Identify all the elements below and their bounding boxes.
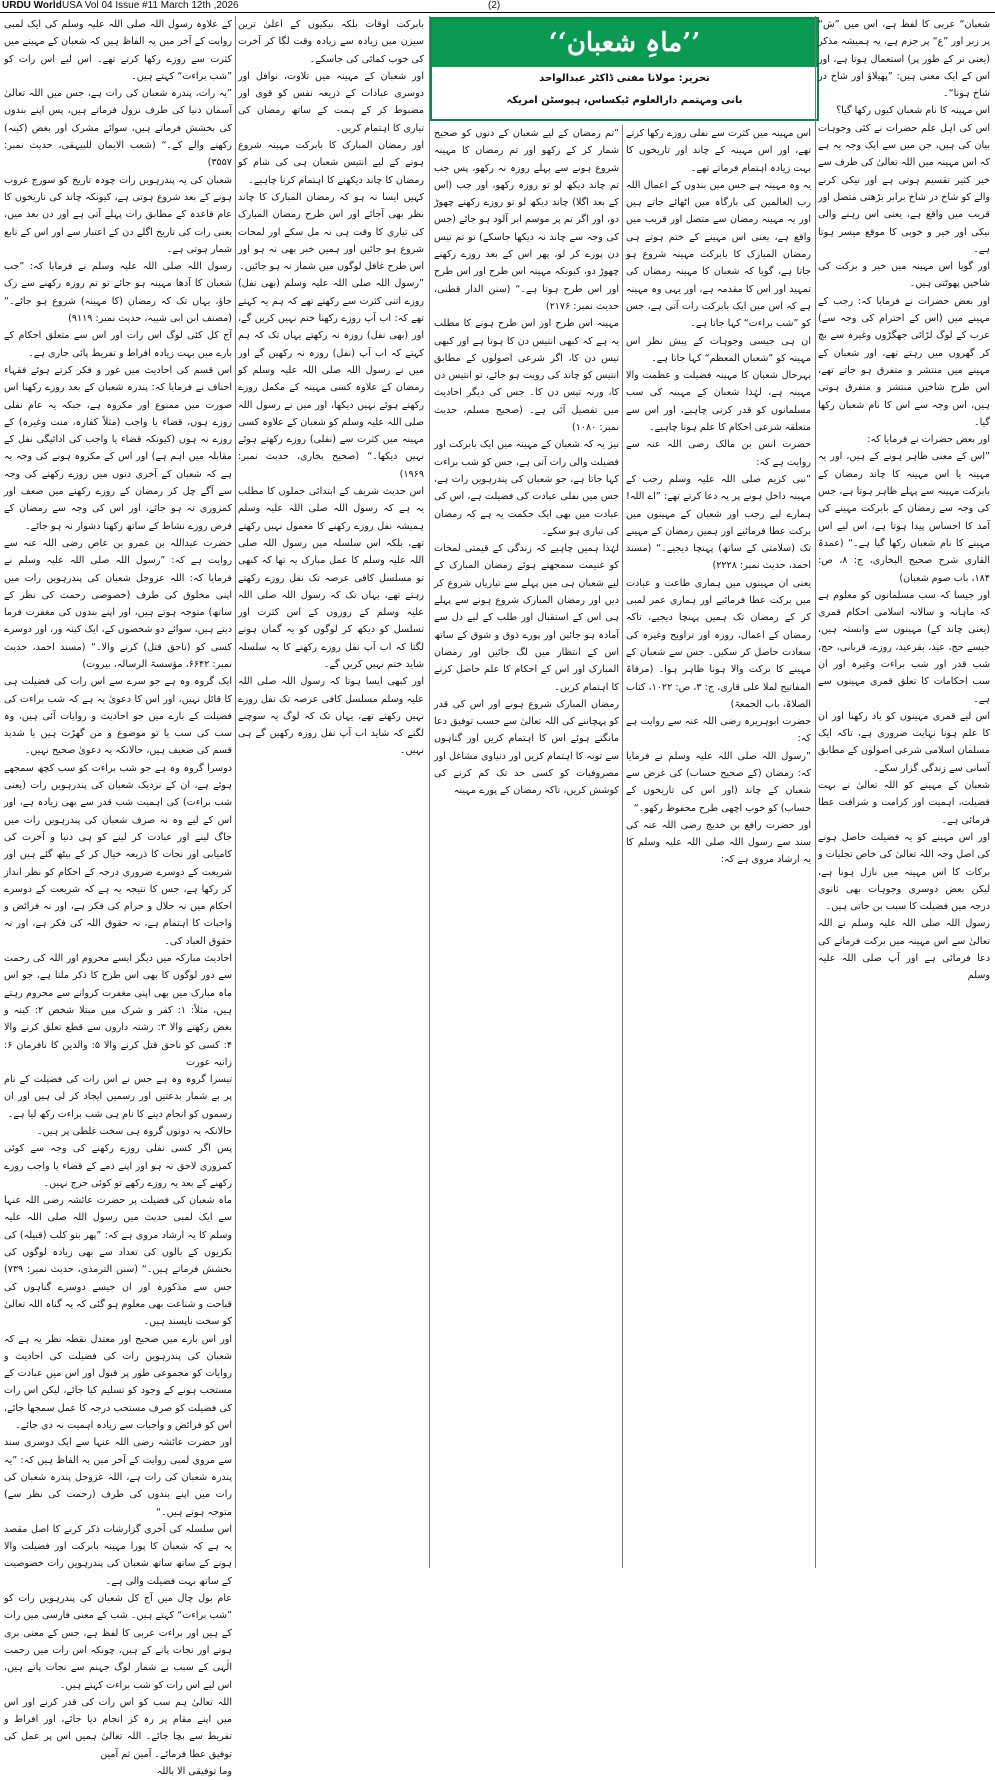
paragraph: رسول اللہ صلی اللہ علیہ وسلم نے اللہ تعالیٰ سے اس مہینہ میں برکت فرمانے کی دعا فرمائی ہے اور آپ صلی اللہ علیہ وسلم <box>818 918 990 982</box>
paragraph: ”نبی کریم صلی اللہ علیہ وسلم رجب کے مہینہ داخل ہونے پر یہ دعا کرتے تھے: ”اے اللہ! ہمارے لیے رجب اور شعبان کے مہینوں میں برکت عطا فرمائیے اور ہمیں رمضان کے مہینے تک (سلامتی کے ساتھ) پہنچا دیجیے۔“ (مسند احمد، حدیث نمبر: ۲۲۲۸) <box>626 473 811 572</box>
issue-info: USA Vol 04 Issue #11 March 12th ,2026 <box>62 0 239 11</box>
author-affiliation: بانی ومہتمم دارالعلوم ٹیکساس، ہیوسٹن امریکہ <box>506 95 743 106</box>
paragraph: مہینہ اس طرح اور اس طرح ہونے کا مطلب یہ ہے کہ کبھی انتیس دن کا ہوتا ہے اور کبھی تیس دن کا، اگر شرعی اصولوں کے مطابق انتیس کو چاند کی رویت ہو جائے، تو انتیس دن کا، ورنہ تیس دن کا۔ جس کی دیگر احادیث میں تفصیل آئی ہے۔ (صحیح مسلم، حدیث نمبر: ۱۰۸۰) <box>434 318 619 434</box>
paragraph: اس قسم کی احادیث میں غور و فکر کرتے ہوئے فقہاء احناف نے فرمایا کہ: پندرہ شعبان کے بعد روزے رکھنا اس صورت میں ممنوع اور مکروہ ہے، جبکہ یہ عام نفلی روزے ہوں، قضاء یا واجب (مثلاً کفارہ، منت وغیرہ) کے روزے نہ ہوں (کیونکہ قضاء یا واجب کی ادائیگی نفل کے مقابلہ میں اہم ہے) اور اس کے مکروہ ہونے کی وجہ یہ ہے کہ شعبان کے آخری دنوں میں روزے رکھنے کی وجہ سے آگے چل کر رمضان کے روزے رکھنے میں ضعف اور کمزوری نہ ہو جائے، اور اس کی وجہ سے رمضان کے فرض روزے نشاط کے ساتھ رکھنا دشوار نہ ہو جائے۔ <box>4 364 232 532</box>
paragraph: حضرت انس بن مالک رضی اللہ عنہ سے روایت ہے کہ: <box>626 439 811 468</box>
paragraph: پس اگر کسی نفلی روزے رکھنے کی وجہ سے کوئی کمزوری لاحق نہ ہو اور اپنے ذمے کے قضاء یا واجب روزے رکھنے کے بعد یہ روزے رکھے تو کوئی حرج نہیں۔ <box>4 1143 232 1189</box>
publication-brand: URDU World <box>2 0 62 11</box>
article-author: تحریر: مولانا مفتی ڈاکٹر عبدالواحد <box>539 73 710 84</box>
page-number: (2) <box>488 0 501 11</box>
paragraph: بہرحال شعبان کا مہینہ فضیلت و عظمت والا مہینہ ہے، لہٰذا شعبان کے مہینہ کی سب مسلمانوں کو قدر کرنی چاہیے، اور اس سے متعلقہ شرعی احکام کا علم ہونا چاہیے۔ <box>626 370 811 434</box>
paragraph: ”تم رمضان کے لیے شعبان کے دنوں کو صحیح شمار کر کے رکھو اور تم رمضان کا مہینہ شروع ہونے سے پہلے روزہ نہ رکھو، پس جب تم چاند دیکھ لو تو روزہ رکھو، اور جب (اس کے بعد اگلا) چاند دیکھ لو تو روزے رکھنے چھوڑ دو، اور اگر تم پر موسم ابر آلود ہو جائے (جس کی وجہ سے چاند نہ دیکھا جاسکے) تو تم تیس دن پورے کر لو، پھر اس کے بعد روزے رکھنے چھوڑ دو، کیونکہ مہینہ اس طرح اور اس طرح اور اس طرح ہوتا ہے۔“ (سنن الدار قطنی، حدیث نمبر: ۲۱۷۶) <box>434 128 619 312</box>
paragraph: بابرکت اوقات بلکہ نیکیوں کے اعلیٰ ترین سیزن میں زیادہ سے زیادہ وقت لگا کر آخرت کی خوب کمائی کی جاسکے۔ <box>238 19 424 65</box>
paragraph: دوسرا گروہ وہ ہے جو شب براءت کو سب کچھ سمجھے ہوئے ہے، ان کے نزدیک شعبان کی پندرہویں رات (یعنی شب براءت) کی اہمیت شب قدر سے بھی زیادہ ہے، اور اس کے لیے وہ نہ صرف شعبان کی پندرہویں رات میں جاگ لینے اور عبادت کر لینے کو ہی دنیا و آخرت کی کامیابی اور نجات کا ذریعہ خیال کر کے بیٹھ گئے ہیں اور شریعت کے دوسرے ضروری درجہ کے احکام کو نظر انداز کر رکھا ہے، جس کا نتیجہ یہ ہے کہ شریعت کے دوسرے احکام میں نہ حلال و حرام کی فکر ہے، اور نہ فرائض و واجبات کا اہتمام ہے، نہ حقوق اللہ کی فکر ہے، اور نہ حقوق العباد کی۔ <box>4 762 232 947</box>
paragraph: حضرت عبداللہ بن عمرو بن عاص رضی اللہ عنہ سے روایت ہے کہ: ”رسول اللہ صلی اللہ علیہ وسلم نے فرمایا کہ: اللہ عزوجل شعبان کی پندرہویں رات میں اپنی مخلوق کی طرف (خصوصی رحمت کی نظر کے ساتھ) متوجہ ہوتے ہیں، اور اپنے بندوں کی مغفرت فرما دیتے ہیں، سوائے دو شخصوں کے، ایک کینہ ور، اور دوسرے کسی کو (ناحق قتل) کرنے والا۔“ (مسند احمد، حدیث نمبر: ۶۶۴۲، مؤسسۃ الرسالہ، بیروت) <box>4 537 232 670</box>
paragraph: لہٰذا ہمیں چاہیے کہ زندگی کے قیمتی لمحات کو غنیمت سمجھتے ہوئے رمضان المبارک کے لیے شعبان ہی میں پہلے سے تیاریاں شروع کر دیں اور رمضان المبارک شروع ہونے سے پہلے ہی اس کے استقبال اور طلب کے لیے دل سے آمادہ ہو جائیں اور پورے ذوق و شوق کے ساتھ اس کے انتظار میں لگ جائیں اور رمضان المبارک اور اس کے احکام کا علم حاصل کرنے کا اہتمام کریں۔ <box>434 543 619 693</box>
paragraph: نیز یہ کہ شعبان کے مہینہ میں ایک بابرکت اور فضیلت والی رات آتی ہے، جس کو شب براءت کہا جاتا ہے، جو شعبان کی پندرہویں رات ہے، جس میں نفلی عبادت کی فضیلت ہے، اس کی عبادت میں بھی ایک حکمت یہ ہے کہ رمضان کی تیاری ہو سکے۔ <box>434 439 619 537</box>
text-column-4 <box>238 16 424 1568</box>
paragraph: آج کل کئی لوگ اس رات اور اس سے متعلق احکام کے بارے میں بہت زیادہ افراط و تفریط پائی جاری ہے۔ <box>4 330 232 359</box>
paragraph: تیسرا گروہ وہ ہے جس نے اس رات کی فضیلت کے نام پر بے شمار بدعتیں اور رسمیں ایجاد کر لی ہیں اور ان رسموں کو انجام دینے کا نام ہی شب براءت رکھ لیا ہے۔ <box>4 1074 232 1120</box>
paragraph: یعنی ان مہینوں میں ہماری طاعت و عبادت میں برکت عطا فرمائیے اور ہماری عمر لمبی کر کے رمضان تک ہمیں پہنچا دیجیے، تاکہ رمضان کے اعمال، روزہ اور تراویح وغیرہ کی سعادت حاصل کر سکیں۔ جس سے شعبان کے مہینے کا برکت والا ہونا ظاہر ہوا۔ (مرقاۃ المفاتیح لملا علی قاری، ج: ۳، ص: ۱۰۲۲، کتاب الصلاۃ، باب الجمعۃ) <box>626 577 811 710</box>
paragraph: اور گویا اس مہینہ میں خیر و برکت کی شاخیں پھوٹتی ہیں۔ <box>818 261 990 290</box>
paragraph: احادیث مبارکہ میں دیگر ایسے محروم اور اللہ کی رحمت سے دور لوگوں کا بھی اس طرح کا ذکر ملتا ہے، جو اس ماہ مبارک میں بھی اپنی مغفرت کروانے سے محروم رہتے ہیں، مثلاً: ۱: کفر و شرک میں مبتلا شخص ۲: کینہ و بغض رکھنے والا ۳: رشتہ داروں سے قطع تعلق کرنے والا ۴: کسی کو ناحق قتل کرنے والا ۵: والدین کا نافرمان ۶: زانیہ عورت <box>4 953 232 1068</box>
paragraph: ماہ شعبان کی فضیلت پر حضرت عائشہ رضی اللہ عنہا سے ایک لمبی حدیث میں رسول اللہ صلی اللہ علیہ وسلم کا یہ ارشاد مروی ہے کہ: ”پھر بنو کلب (قبیلہ) کی بکریوں کے بالوں کی تعداد سے بھی زیادہ لوگوں کی بخشش فرماتے ہیں۔“ (سنن الترمذی، حدیث نمبر: ۷۳۹) جس سے مذکورہ اور ان جیسے دوسرے گناہوں کی قباحت و شناعت بھی معلوم ہو گئی کہ یہ گناہ اللہ تعالیٰ کو سخت ناپسند ہیں۔ <box>4 1195 232 1328</box>
column-divider <box>429 16 430 1568</box>
paragraph: اور رمضان المبارک کا بابرکت مہینہ شروع ہونے کے لیے انتیس شعبان ہی کی شام کو رمضان کا چاند دیکھنے کا اہتمام کرنا چاہیے۔ <box>238 140 424 186</box>
paragraph: ان ہی جیسی وجوہات کے پیش نظر اس مہینہ کو ”شعبان المعظم“ کہا جاتا ہے۔ <box>626 335 811 364</box>
paragraph: کے علاوہ رسول اللہ صلی اللہ علیہ وسلم کی ایک لمبی روایت کے آخر میں یہ الفاظ ہیں کہ شعبان کے مہینے میں کثرت سے روزے رکھا کرتے تھے۔ اس لیے اس رات کو ”شب براءت“ کہتے ہیں۔ <box>4 19 232 82</box>
paragraph: شعبان“ عربی کا لفظ ہے، اس میں ”ش“ پر زبر اور ”ع“ پر جزم ہے، یہ ہمیشہ مذکر (یعنی نر کے طور پر) استعمال ہوتا ہے، اور اس کے ایک معنی ہیں: ”پھیلاؤ اور شاخ در شاخ ہونا“۔ <box>818 19 990 100</box>
paragraph: حالانکہ یہ دونوں گروہ ہی سخت غلطی پر ہیں۔ <box>36 1126 232 1137</box>
paragraph: اور حضرت رافع بن خدیج رضی اللہ عنہ کی سند سے رسول اللہ صلی اللہ علیہ وسلم کا یہ ارشاد مروی ہے کہ: <box>626 819 811 866</box>
paragraph: رسول اللہ صلی اللہ علیہ وسلم نے فرمایا کہ: ”جب شعبان کا آدھا مہینہ ہو جائے تو تم روزہ رکھنے سے رک جاؤ، یہاں تک کہ رمضان (کا مہینہ) شروع ہو جائے۔“ (مصنف ابن ابی شیبہ، حدیث نمبر: ۹۱۱۹) <box>4 261 232 325</box>
text-column-5 <box>4 16 232 1777</box>
paragraph: اس سلسلہ کی آخری گزارشات ذکر کرنے کا اصل مقصد یہ ہے کہ شعبان کا پورا مہینہ بابرکت اور فضیلت والا ہونے کے ساتھ ساتھ شعبان کی پندرہویں رات خصوصیت کے ساتھ بہت فضیلت والی ہے۔ <box>4 1523 232 1587</box>
paragraph: ”یہ رات، پندرہ شعبان کی رات ہے، جس میں اللہ تعالیٰ آسمان دنیا کی طرف نزول فرماتے ہیں، پس اپنے بندوں کی بخشش فرماتے ہیں، سوائے مشرک اور بغض (کینہ) رکھنے والے کے۔“ (شعب الایمان للبیہقی، حدیث نمبر: ۳۵۵۷) <box>4 88 232 169</box>
paragraph: ”رسول اللہ صلی اللہ علیہ وسلم (بھی نفل) روزے اتنی کثرت سے رکھتے تھے کہ ہم یہ کہتے تھے کہ: اب آپ روزے رکھنا ختم نہیں کریں گے، اور (بھی نفل) روزہ نہ رکھتے یہاں تک کہ ہم کہتے کہ اب آپ (نفل) روزہ نہ رکھیں گے اور میں نے رسول اللہ صلی اللہ علیہ وسلم کو رمضان کے علاوہ کسی مہینہ کے مکمل روزے رکھتے ہوئے نہیں دیکھا، اور میں نے رسول اللہ صلی اللہ علیہ وسلم کو شعبان کے علاوہ کسی مہینہ میں کثرت سے (نفلی) روزے رکھتے ہوئے نہیں دیکھا۔“ (صحیح بخاری، حدیث نمبر: ۱۹۶۹) <box>238 278 424 480</box>
article-header-box <box>430 17 819 121</box>
text-column-3 <box>434 125 619 1568</box>
paragraph: یہ وہ مہینہ ہے جس میں بندوں کے اعمال اللہ رب العالمین کی بارگاہ میں اٹھائے جاتے ہیں اور یہ مہینہ رمضان سے متصل اور قریب میں واقع ہے، یعنی اس مہینے کے ختم ہوتے ہی رمضان المبارک کا بابرکت مہینہ شروع ہو جاتا ہے، گویا کہ شعبان کا مہینہ رمضان کی تمہید اور اس کا مقدمہ ہے، اور یہی وہ مہینہ ہے کہ اس میں ایک بابرکت رات آتی ہے، جس کو ”شب براءت“ کہا جاتا ہے۔ <box>626 179 811 330</box>
page-header <box>0 0 995 12</box>
text-column-1 <box>818 16 990 1568</box>
column-divider <box>622 125 623 1568</box>
paragraph: اور اس مہینے کو یہ فضیلت حاصل ہونے کی اصل وجہ اللہ تعالیٰ کی خاص تجلیات و برکات کا اس مہینہ میں نازل ہونا ہے، لیکن بعض دوسری وجوہات بھی ثانوی درجہ میں فضیلت کا سبب بن جاتی ہیں۔ <box>818 831 990 913</box>
paragraph: شعبان کی یہ پندرہویں رات چودہ تاریخ کو سورج غروب ہونے کے بعد شروع ہوتی ہے، کیونکہ چاند کی تاریخوں کا عام قاعدہ کے مطابق رات پہلے آتی ہے اور دن بعد میں، یعنی رات کی تاریخ اگلے دن کے اعتبار سے اور اس کے تابع شمار ہوتی ہے۔ <box>4 174 232 255</box>
paragraph: ”رسول اللہ صلی اللہ علیہ وسلم نے فرمایا کہ: رمضان (کے صحیح حساب) کی غرض سے شعبان کے چاند (اور اس کی تاریخوں کے حساب) کو خوب اچھی طرح محفوظ رکھو۔“ <box>626 750 811 814</box>
paragraph: کہیں ایسا نہ ہو کہ رمضان المبارک کا چاند نظر بھی آجائے اور اس طرح رمضان المبارک کی تیاری کا وقت ہی نہ مل سکے اور لمحات شروع ہو جائیں اور ہمیں خبر بھی نہ ہو اور اس طرح غافل لوگوں میں شمار نہ ہو جائیں۔ <box>238 191 424 273</box>
paragraph: اس مہینہ کا نام شعبان کیوں رکھا گیا؟ <box>836 105 990 117</box>
text-column-2 <box>626 125 811 1568</box>
paragraph: اس حدیث شریف کے ابتدائی جملوں کا مطلب یہ ہے کہ رسول اللہ صلی اللہ علیہ وسلم ہمیشہ نفل روزے رکھنے کا معمول نہیں رکھتے تھے، بلکہ اس سلسلہ میں رسول اللہ صلی اللہ علیہ وسلم کا عمل مبارک یہ تھا کہ کبھی تو مسلسل کافی عرصہ تک نفل روزے رکھتے رہتے تھے، یہاں تک کہ رسول اللہ صلی اللہ علیہ وسلم کے روزوں کے اس کثرت اور تسلسل کو دیکھ کر لوگوں کو یہ گمان ہونے لگتا کہ اب آپ نفل روزے رکھنے کا یہ سلسلہ شاید ختم نہیں کریں گے۔ <box>238 486 424 670</box>
column-divider <box>815 16 816 1568</box>
paragraph: اور شعبان کے مہینہ میں تلاوت، نوافل اور دوسری عبادات کے ذریعہ نفس کو قوی اور مضبوط کر کے ہمت کے ساتھ رمضان کی تیاری کا اہتمام کریں۔ <box>238 70 424 134</box>
paragraph: اللہ تعالیٰ ہم سب کو اس رات کی قدر کرنے اور اس میں اپنے مقام پر رہ کر انجام دیا جائے، اور افراط و تفریط سے بچا جائے۔ اللہ تعالیٰ ہمیں اس پر عمل کی توفیق عطا فرمائے۔ آمین ثم آمین <box>4 1696 232 1760</box>
paragraph: اور جیسا کہ سب مسلمانوں کو معلوم ہے کہ ماہانہ و سالانہ اسلامی احکام قمری (یعنی چاند کے) مہینوں سے وابستہ ہیں، جیسے حج، عید، بقرعید، روزے، قربانی، حج، شب قدر اور شب براءت وغیرہ اور ان سب احکامات کا تعلق قمری مہینوں سے ہے۔ <box>818 589 990 705</box>
paragraph: اس کی اہل علم حضرات نے کئی وجوہات بیان کی ہیں، جن میں سے ایک وجہ یہ ہے کہ اس مہینہ میں اللہ تعالیٰ کی طرف سے خیر کثیر تقسیم ہوتی ہے اور نیکی کرنے والے کو شاخ در شاخ برابر بڑھتی متصل اور قریب میں واقع ہے، یعنی اس رہنے والی نیکی اور خیر و خوبی کا موقع میسر ہوتا ہے۔ <box>818 122 990 255</box>
paragraph: اور حضرت عائشہ رضی اللہ عنہا سے ایک دوسری سند سے مروی لمبی روایت کے آخر میں یہ الفاظ ہیں کہ: ”یہ پندرہ شعبان کی رات ہے، اللہ عزوجل پندرہ شعبان کی رات میں اپنے بندوں کی طرف (رحمت کی نظر سے) متوجہ ہوتے ہیں۔“ <box>4 1437 232 1518</box>
paragraph: شعبان کے مہینے کو اللہ تعالیٰ نے بہت فضیلت، اہمیت اور کرامت و شرافت عطا فرمائی ہے۔ <box>818 780 990 826</box>
paragraph: ایک گروہ وہ ہے جو سرے سے اس رات کی فضیلت ہی کا قائل نہیں، اور اس کا دعویٰ یہ ہے کہ شب براءت کی فضیلت کے بارے میں جو احادیث و روایات آئی ہیں، وہ سب کی سب یا تو موضوع و من گھڑت ہیں یا شدید قسم کی ضعیف ہیں، حالانکہ یہ دعویٰ صحیح نہیں۔ <box>4 676 232 757</box>
paragraph: اور کبھی ایسا ہوتا کہ رسول اللہ صلی اللہ علیہ وسلم مسلسل کافی عرصہ تک نفل روزے نہیں رکھتے تھے، یہاں تک کہ لوگ یہ سوچنے لگتے کہ شاید اب آپ نفل روزہ رکھیں گے ہی نہیں۔ <box>238 676 424 757</box>
paragraph: حضرت ابوہریرہ رضی اللہ عنہ سے روایت ہے کہ: <box>626 716 811 745</box>
paragraph: ”اس کے معنی ظاہر ہونے کے ہیں، اور یہ مہینہ یا اس مہینہ کا چاند رمضان کے بابرکت مہینہ سے پہلے ظاہر ہوتا ہے، جس کی وجہ سے رمضان کے بابرکت مہینے کی آمد کا احساس پیدا ہوتا ہے، اس لیے اس مہینے کا نام شعبان رکھا گیا ہے۔“ (عمدۃ القاری شرح صحیح البخاری، ج: ۸، ص: ۱۸۴، باب صوم شعبان) <box>818 451 990 584</box>
header-divider <box>0 12 995 13</box>
paragraph: عام بول چال میں آج کل شعبان کی پندرہویں رات کو ”شب براءت“ کہتے ہیں۔ شب کے معنی فارسی میں رات کے ہیں اور براءت عربی کا لفظ ہے، جس کے معنی بری ہونے اور نجات پانے کے ہیں، چونکہ اس رات میں رحمت الٰہی کے سبب بے شمار لوگ جہنم سے نجات پاتے ہیں، اس لیے اس رات کو شب براءت کہتے ہیں۔ <box>4 1593 232 1691</box>
paragraph: اور اس بارے میں صحیح اور معتدل نقطہ نظر یہ ہے کہ شعبان کی پندرہویں رات کی فضیلت کی احادیث و روایات کو مجموعی طور پر قبول اور اس میں عبادت کے مستحب ہونے کے وجود کو تسلیم کیا جائے، لیکن اس رات کی فضیلت کو صرف مستحب درجہ کا عمل سمجھا جائے، اس کو فرائض و واجبات سے زیادہ اہمیت نہ دی جائے۔ <box>4 1333 232 1432</box>
article-title: ’’ماہِ شعبان‘‘ <box>432 19 817 67</box>
paragraph: رمضان المبارک شروع ہونے اور اس کی قدر کو پہچاننے کی اللہ تعالیٰ سے حسب توفیق دعا مانگتے ہوئے اس کا اہتمام کریں اور گناہوں سے توبہ کا اہتمام کریں اور دنیاوی مشاغل اور مصروفیات کو کسی حد تک کم کرنے کی کوشش کریں، تاکہ رمضان کے پورے مہینہ <box>434 698 619 797</box>
paragraph: وما توفیقی الا باللہ <box>156 1765 232 1777</box>
paragraph: اور بعض حضرات نے فرمایا کہ: رجب کے مہینے میں (اس کے احترام کی وجہ سے) عرب کے لوگ لڑائی جھگڑوں وغیرہ سے بچ کر گھروں میں رہتے تھے، اور شعبان کے مہینے میں منتشر و متفرق ہو جاتے تھے، اس طرح شاخیں منتشر و متفرق ہوتی ہیں، اس وجہ سے اس کا نام شعبان رکھا گیا۔ <box>818 295 990 428</box>
paragraph: اس مہینہ میں کثرت سے نفلی روزے رکھا کرتے تھے، اور اس مہینہ کے چاند اور تاریخوں کا بہت زیادہ اہتمام فرماتے تھے۔ <box>626 128 811 174</box>
paragraph: اس لیے قمری مہینوں کو یاد رکھنا اور ان کا علم ہونا نہایت ضروری ہے، تاکہ ایک مسلمان اسلامی شرعی اصولوں کے مطابق آسانی سے زندگی گزار سکے۔ <box>818 710 990 774</box>
column-divider <box>235 16 236 1568</box>
paragraph: اور بعض حضرات نے فرمایا کہ: <box>867 434 990 446</box>
